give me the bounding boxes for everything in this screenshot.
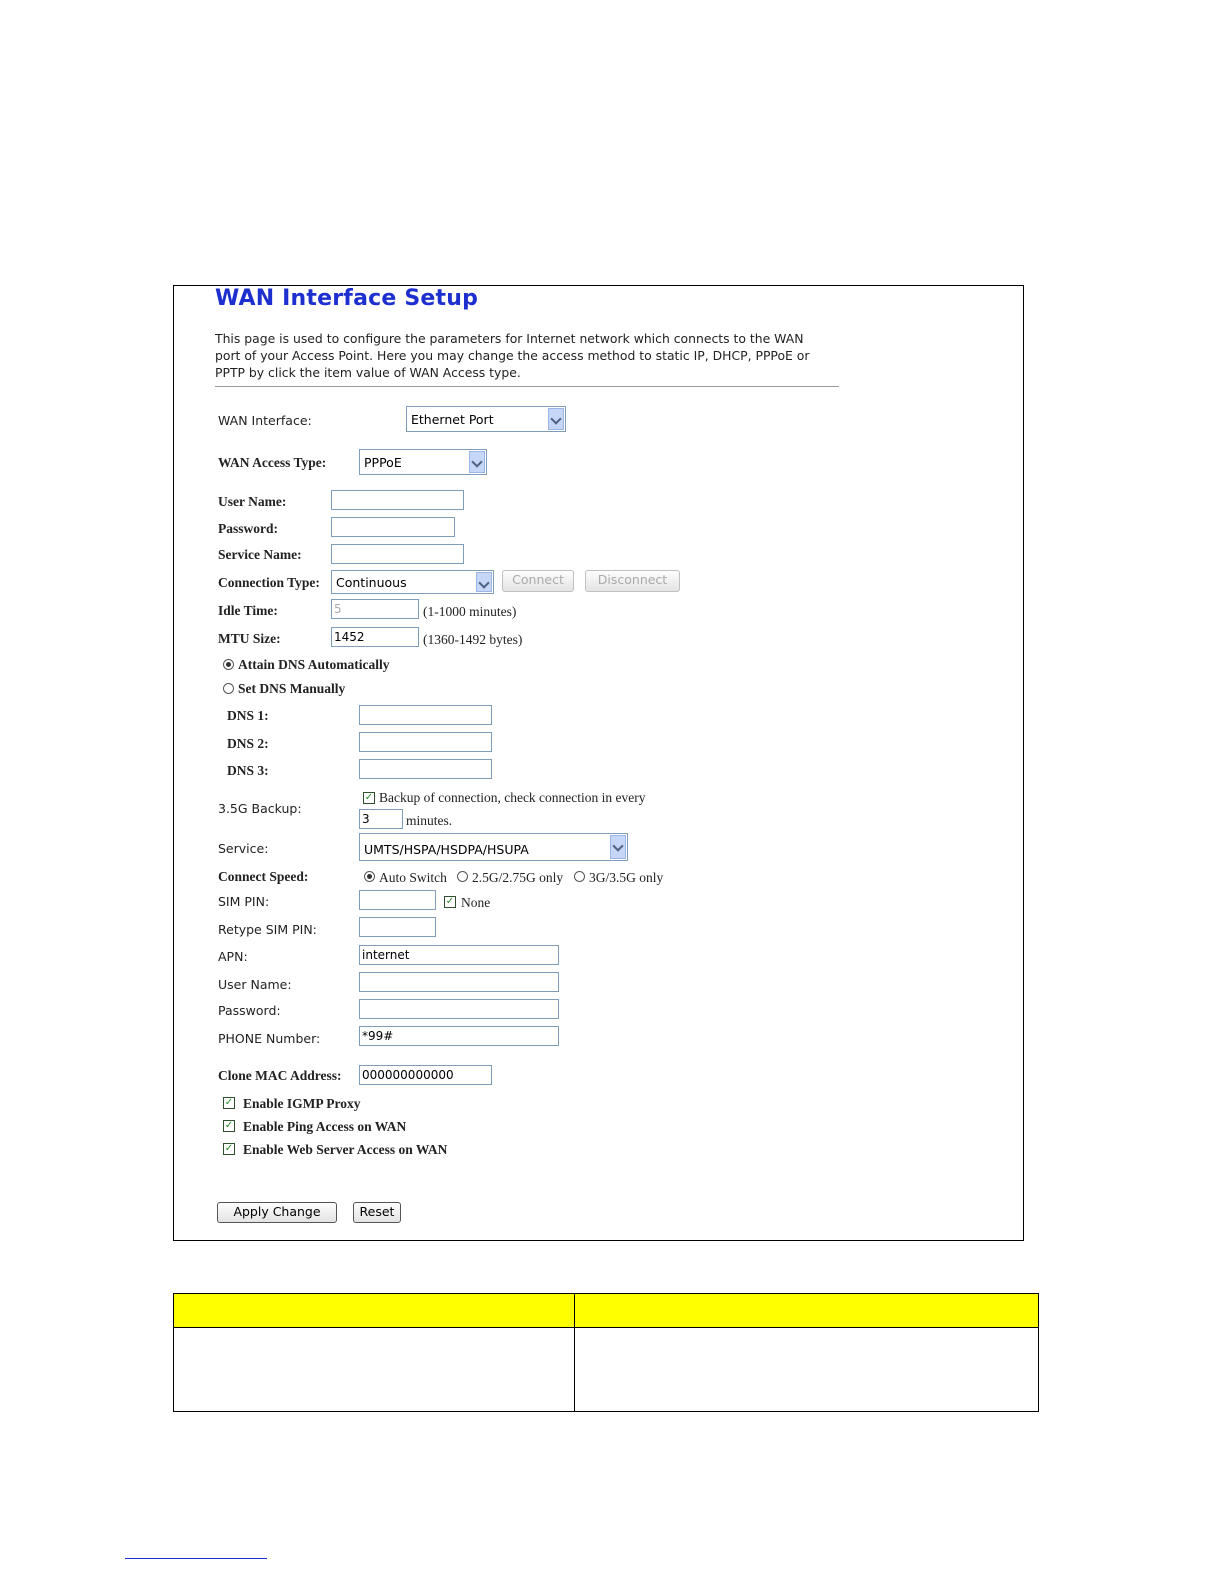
divider [215,386,839,387]
dns1-label: DNS 1: [227,708,269,723]
page-description: This page is used to configure the parameters for Internet network which connects to the WAN port of your Access Point. Here you may change the access method to static IP, DHCP, PPPoE or PPTP by click the item value of WAN Access type. [215,331,810,380]
speed-3g-radio[interactable] [574,871,585,882]
dns-auto-radio[interactable] [223,659,234,670]
mtu-size-hint: (1360-1492 bytes) [423,632,523,647]
password-input[interactable] [331,517,455,537]
service-name-input[interactable] [331,544,464,564]
clone-mac-input[interactable]: 000000000000 [359,1065,492,1085]
idle-time-hint: (1-1000 minutes) [423,604,517,619]
table-cell [575,1328,1039,1412]
apply-change-button[interactable]: Apply Change [217,1202,337,1223]
idle-time-label: Idle Time: [218,603,278,618]
dns3-label: DNS 3: [227,763,269,778]
table-cell [174,1328,575,1412]
service-name-label: Service Name: [218,547,302,562]
chevron-down-icon [469,451,485,473]
wan-interface-select[interactable]: Ethernet Port [406,406,566,432]
mobile-user-name-input[interactable] [359,972,559,992]
sim-pin-input[interactable] [359,890,436,910]
chevron-down-icon [610,835,626,859]
page-title: WAN Interface Setup [215,286,479,311]
backup-label: 3.5G Backup: [218,801,302,816]
sim-pin-none-label: None [461,895,491,910]
mobile-password-input[interactable] [359,999,559,1019]
wan-setup-screenshot [173,285,1024,1241]
password-label: Password: [218,521,278,536]
speed-auto-radio[interactable] [364,871,375,882]
backup-minutes-unit: minutes. [406,813,453,828]
dns-auto-label: Attain DNS Automatically [238,657,390,672]
dns1-input[interactable] [359,705,492,725]
connection-type-select[interactable]: Continuous [331,570,494,594]
igmp-proxy-label: Enable IGMP Proxy [243,1096,361,1111]
sim-pin-label: SIM PIN: [218,894,270,909]
wan-access-type-label: WAN Access Type: [218,455,327,470]
speed-auto-label: Auto Switch [379,870,447,885]
apn-input[interactable]: internet [359,945,559,965]
service-label: Service: [218,841,269,856]
mtu-size-label: MTU Size: [218,631,281,646]
idle-time-input[interactable]: 5 [331,599,419,619]
backup-minutes-input[interactable]: 3 [359,809,403,829]
connect-button[interactable]: Connect [502,570,574,592]
phone-number-input[interactable]: *99# [359,1026,559,1046]
speed-3g-label: 3G/3.5G only [589,870,664,885]
sim-pin-none-checkbox[interactable]: ✓ [445,896,455,907]
disconnect-button[interactable]: Disconnect [585,570,680,592]
user-name-input[interactable] [331,490,464,510]
speed-25g-radio[interactable] [457,871,468,882]
table-row [174,1328,1039,1412]
chevron-down-icon [476,572,492,592]
ping-access-checkbox[interactable]: ✓ [224,1120,234,1131]
service-select[interactable]: UMTS/HSPA/HSDPA/HSUPA [359,833,628,861]
table-header-cell [575,1294,1039,1328]
retype-sim-pin-label: Retype SIM PIN: [218,922,317,937]
user-name-label: User Name: [218,494,287,509]
dns-manual-label: Set DNS Manually [238,681,346,696]
reset-button[interactable]: Reset [353,1202,401,1223]
mobile-password-label: Password: [218,1003,281,1018]
dns3-input[interactable] [359,759,492,779]
parameter-table [173,1293,1039,1412]
wan-interface-label: WAN Interface: [218,413,312,428]
retype-sim-pin-input[interactable] [359,917,436,937]
chevron-down-icon [548,408,564,430]
table-header-cell [174,1294,575,1328]
connection-type-label: Connection Type: [218,575,320,590]
igmp-proxy-checkbox[interactable]: ✓ [224,1097,234,1108]
backup-checkbox-label: Backup of connection, check connection in every [379,790,646,805]
mtu-size-input[interactable]: 1452 [331,627,419,647]
phone-number-label: PHONE Number: [218,1031,321,1046]
backup-checkbox[interactable]: ✓ [364,792,374,803]
web-server-access-label: Enable Web Server Access on WAN [243,1142,448,1157]
wan-access-type-select[interactable]: PPPoE [359,449,487,475]
web-server-access-checkbox[interactable]: ✓ [224,1143,234,1154]
dns-manual-radio[interactable] [223,683,234,694]
connect-speed-label: Connect Speed: [218,869,309,884]
mobile-user-name-label: User Name: [218,977,292,992]
footnote-separator [125,1558,267,1559]
clone-mac-label: Clone MAC Address: [218,1068,342,1083]
speed-25g-label: 2.5G/2.75G only [472,870,564,885]
dns2-input[interactable] [359,732,492,752]
table-header-row [174,1294,1039,1328]
dns2-label: DNS 2: [227,736,269,751]
apn-label: APN: [218,949,248,964]
ping-access-label: Enable Ping Access on WAN [243,1119,407,1134]
